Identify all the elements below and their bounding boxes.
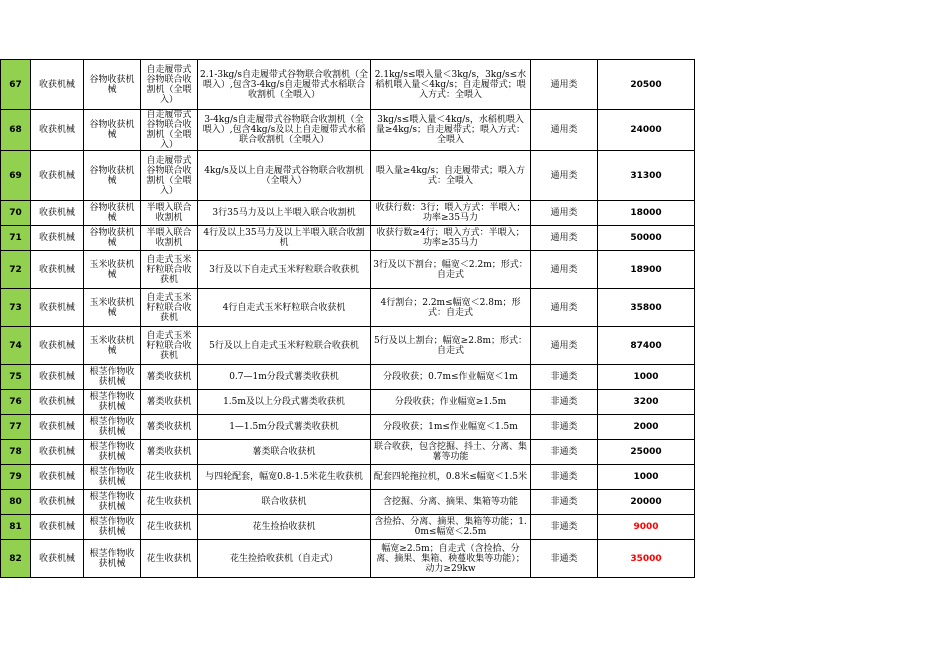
specification-cell: 4行自走式玉米籽粒联合收获机	[198, 289, 371, 327]
parameters-cell: 含捡拾、分离、摘果、集箱等功能；1.0m≤幅宽＜2.5m	[371, 515, 531, 540]
table-row	[1, 327, 695, 365]
classification-cell: 通用类	[531, 151, 598, 201]
row-number-cell: 82	[1, 540, 31, 578]
classification-cell: 通用类	[531, 110, 598, 151]
parameters-cell: 分段收获；作业幅宽≥1.5m	[371, 390, 531, 415]
parameters-cell: 分段收获；1m≤作业幅宽＜1.5m	[371, 415, 531, 440]
subcategory-cell: 根茎作物收获机械	[84, 540, 141, 578]
specification-cell: 2.1-3kg/s自走履带式谷物联合收割机（全喂入）,包含3-4kg/s自走履带式水稻联合收割机（全喂入）	[198, 60, 371, 110]
category-cell: 收获机械	[31, 327, 84, 365]
table-row	[1, 289, 695, 327]
row-number-cell: 72	[1, 251, 31, 289]
row-number-cell: 70	[1, 201, 31, 226]
table-row	[1, 151, 695, 201]
table-row	[1, 390, 695, 415]
row-number-cell: 69	[1, 151, 31, 201]
category-cell: 收获机械	[31, 440, 84, 465]
category-cell: 收获机械	[31, 226, 84, 251]
classification-cell: 非通类	[531, 440, 598, 465]
subsidy-amount-cell: 20500	[598, 60, 695, 110]
item-name-cell: 半喂入联合收割机	[141, 201, 198, 226]
parameters-cell: 收获行数：3行；喂入方式：半喂入；功率≥35马力	[371, 201, 531, 226]
row-number-cell: 67	[1, 60, 31, 110]
table-row	[1, 60, 695, 110]
category-cell: 收获机械	[31, 289, 84, 327]
category-cell: 收获机械	[31, 110, 84, 151]
subcategory-cell: 谷物收获机械	[84, 201, 141, 226]
subsidy-amount-cell: 3200	[598, 390, 695, 415]
row-number-cell: 81	[1, 515, 31, 540]
subsidy-amount-cell: 1000	[598, 365, 695, 390]
subcategory-cell: 根茎作物收获机械	[84, 490, 141, 515]
classification-cell: 非通类	[531, 390, 598, 415]
classification-cell: 非通类	[531, 365, 598, 390]
subcategory-cell: 玉米收获机械	[84, 289, 141, 327]
parameters-cell: 喂入量≥4kg/s；自走履带式；喂入方式：全喂入	[371, 151, 531, 201]
item-name-cell: 自走式玉米籽粒联合收获机	[141, 289, 198, 327]
specification-cell: 联合收获机	[198, 490, 371, 515]
item-name-cell: 半喂入联合收割机	[141, 226, 198, 251]
item-name-cell: 薯类收获机	[141, 390, 198, 415]
table-row	[1, 515, 695, 540]
classification-cell: 非通类	[531, 515, 598, 540]
category-cell: 收获机械	[31, 515, 84, 540]
item-name-cell: 花生收获机	[141, 465, 198, 490]
subsidy-amount-cell: 35800	[598, 289, 695, 327]
subsidy-amount-cell: 18000	[598, 201, 695, 226]
row-number-cell: 74	[1, 327, 31, 365]
specification-cell: 与四轮配套，幅宽0.8-1.5米花生收获机	[198, 465, 371, 490]
parameters-cell: 3kg/s≤喂入量＜4kg/s，水稻机喂入量≥4kg/s；自走履带式；喂入方式：全喂入	[371, 110, 531, 151]
table-row	[1, 540, 695, 578]
subcategory-cell: 根茎作物收获机械	[84, 515, 141, 540]
subcategory-cell: 谷物收获机械	[84, 60, 141, 110]
parameters-cell: 3行及以下割台；幅宽＜2.2m；形式：自走式	[371, 251, 531, 289]
subsidy-amount-cell: 9000	[598, 515, 695, 540]
parameters-cell: 2.1kg/s≤喂入量＜3kg/s，3kg/s≤水稻机喂入量＜4kg/s；自走履带式；喂入方式：全喂入	[371, 60, 531, 110]
item-name-cell: 自走履带式谷物联合收割机（全喂入）	[141, 110, 198, 151]
subcategory-cell: 根茎作物收获机械	[84, 365, 141, 390]
row-number-cell: 71	[1, 226, 31, 251]
table-row	[1, 490, 695, 515]
category-cell: 收获机械	[31, 540, 84, 578]
parameters-cell: 幅宽≥2.5m；自走式（含捡拾、分离、摘果、集箱、秧蔓收集等功能）；动力≥29kw	[371, 540, 531, 578]
specification-cell: 1.5m及以上分段式薯类收获机	[198, 390, 371, 415]
category-cell: 收获机械	[31, 60, 84, 110]
category-cell: 收获机械	[31, 390, 84, 415]
subsidy-amount-cell: 24000	[598, 110, 695, 151]
row-number-cell: 73	[1, 289, 31, 327]
table-row	[1, 365, 695, 390]
row-number-cell: 77	[1, 415, 31, 440]
table-row	[1, 251, 695, 289]
row-number-cell: 68	[1, 110, 31, 151]
table-row	[1, 110, 695, 151]
parameters-cell: 联合收获，包含挖掘、抖土、分离、集薯等功能	[371, 440, 531, 465]
item-name-cell: 薯类收获机	[141, 440, 198, 465]
category-cell: 收获机械	[31, 365, 84, 390]
classification-cell: 非通类	[531, 465, 598, 490]
row-number-cell: 76	[1, 390, 31, 415]
subsidy-amount-cell: 31300	[598, 151, 695, 201]
subcategory-cell: 根茎作物收获机械	[84, 415, 141, 440]
subsidy-amount-cell: 20000	[598, 490, 695, 515]
item-name-cell: 自走式玉米籽粒联合收获机	[141, 327, 198, 365]
classification-cell: 通用类	[531, 201, 598, 226]
subsidy-amount-cell: 1000	[598, 465, 695, 490]
category-cell: 收获机械	[31, 415, 84, 440]
subsidy-amount-cell: 35000	[598, 540, 695, 578]
subcategory-cell: 根茎作物收获机械	[84, 440, 141, 465]
parameters-cell: 5行及以上割台；幅宽≥2.8m；形式：自走式	[371, 327, 531, 365]
category-cell: 收获机械	[31, 201, 84, 226]
item-name-cell: 自走履带式谷物联合收割机（全喂入）	[141, 60, 198, 110]
subsidy-amount-cell: 50000	[598, 226, 695, 251]
specification-cell: 3行及以下自走式玉米籽粒联合收获机	[198, 251, 371, 289]
row-number-cell: 78	[1, 440, 31, 465]
subcategory-cell: 谷物收获机械	[84, 226, 141, 251]
specification-cell: 4行及以上35马力及以上半喂入联合收割机	[198, 226, 371, 251]
table-row	[1, 440, 695, 465]
subsidy-amount-cell: 18900	[598, 251, 695, 289]
specification-cell: 花生捡拾收获机（自走式）	[198, 540, 371, 578]
table-row	[1, 465, 695, 490]
specification-cell: 3-4kg/s自走履带式谷物联合收割机（全喂入）,包含4kg/s及以上自走履带式水稻联合收割机（全喂入）	[198, 110, 371, 151]
subcategory-cell: 根茎作物收获机械	[84, 390, 141, 415]
subcategory-cell: 玉米收获机械	[84, 327, 141, 365]
specification-cell: 4kg/s及以上自走履带式谷物联合收割机（全喂入）	[198, 151, 371, 201]
subcategory-cell: 谷物收获机械	[84, 110, 141, 151]
specification-cell: 1—1.5m分段式薯类收获机	[198, 415, 371, 440]
classification-cell: 通用类	[531, 60, 598, 110]
parameters-cell: 收获行数≥4行；喂入方式：半喂入；功率≥35马力	[371, 226, 531, 251]
parameters-cell: 含挖掘、分离、摘果、集箱等功能	[371, 490, 531, 515]
subsidy-table	[0, 59, 695, 578]
specification-cell: 0.7—1m分段式薯类收获机	[198, 365, 371, 390]
item-name-cell: 花生收获机	[141, 540, 198, 578]
classification-cell: 非通类	[531, 415, 598, 440]
row-number-cell: 75	[1, 365, 31, 390]
table-row	[1, 415, 695, 440]
item-name-cell: 花生收获机	[141, 490, 198, 515]
classification-cell: 非通类	[531, 490, 598, 515]
row-number-cell: 80	[1, 490, 31, 515]
classification-cell: 通用类	[531, 327, 598, 365]
subcategory-cell: 谷物收获机械	[84, 151, 141, 201]
category-cell: 收获机械	[31, 251, 84, 289]
specification-cell: 花生捡拾收获机	[198, 515, 371, 540]
category-cell: 收获机械	[31, 151, 84, 201]
subsidy-amount-cell: 25000	[598, 440, 695, 465]
subcategory-cell: 根茎作物收获机械	[84, 465, 141, 490]
item-name-cell: 薯类收获机	[141, 415, 198, 440]
item-name-cell: 花生收获机	[141, 515, 198, 540]
table-row	[1, 226, 695, 251]
specification-cell: 薯类联合收获机	[198, 440, 371, 465]
subsidy-amount-cell: 2000	[598, 415, 695, 440]
item-name-cell: 自走履带式谷物联合收割机（全喂入）	[141, 151, 198, 201]
specification-cell: 5行及以上自走式玉米籽粒联合收获机	[198, 327, 371, 365]
specification-cell: 3行35马力及以上半喂入联合收割机	[198, 201, 371, 226]
parameters-cell: 配套四轮拖拉机，0.8米≤幅宽＜1.5米	[371, 465, 531, 490]
parameters-cell: 分段收获；0.7m≤作业幅宽＜1m	[371, 365, 531, 390]
classification-cell: 通用类	[531, 226, 598, 251]
classification-cell: 通用类	[531, 251, 598, 289]
category-cell: 收获机械	[31, 490, 84, 515]
item-name-cell: 薯类收获机	[141, 365, 198, 390]
category-cell: 收获机械	[31, 465, 84, 490]
classification-cell: 通用类	[531, 289, 598, 327]
table-row	[1, 201, 695, 226]
row-number-cell: 79	[1, 465, 31, 490]
item-name-cell: 自走式玉米籽粒联合收获机	[141, 251, 198, 289]
parameters-cell: 4行割台；2.2m≤幅宽＜2.8m；形式：自走式	[371, 289, 531, 327]
subsidy-amount-cell: 87400	[598, 327, 695, 365]
subcategory-cell: 玉米收获机械	[84, 251, 141, 289]
classification-cell: 非通类	[531, 540, 598, 578]
